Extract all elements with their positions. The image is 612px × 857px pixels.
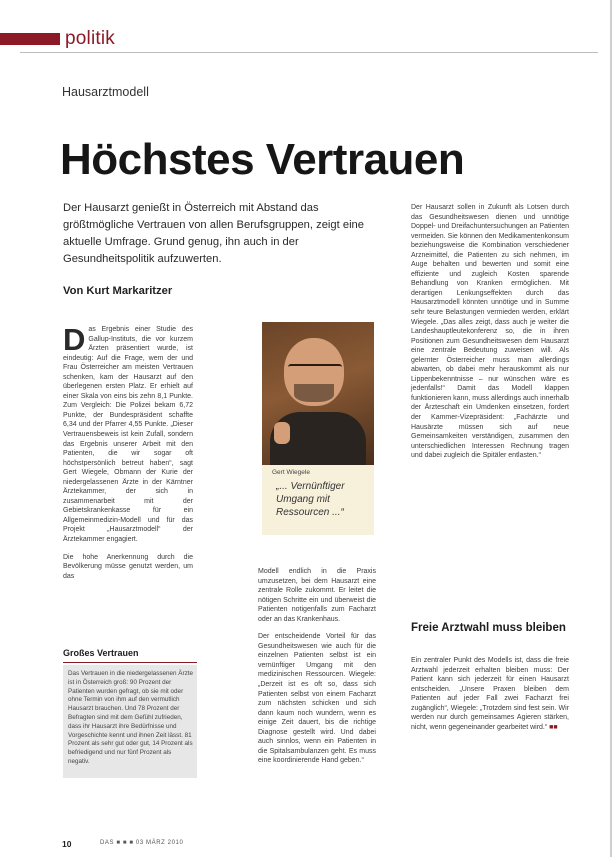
drop-cap: D <box>63 322 86 357</box>
body-paragraph: Der entscheidende Vorteil für das Gesundheitswesen wie auch für die einzelnen Patienten selbst ist ein vernünftiger Umgang mit den medizinischen Ressourcen. Wiegele: „Derzeit ist es oft so, dass sich Patienten selbst von einem Facharzt zum nächsten schicken und sich dann kaum noch wundern, wenn es einige Zeit dauert, bis die richtige Diagnose gestellt wird. Und dabei auch sinnlos, wenn ein Patienten in die Spitalsambulanzen geht. Es muss eine koordinierende Hand geben.“ <box>258 633 376 765</box>
body-paragraph <box>63 322 193 545</box>
section-label: politik <box>65 28 115 49</box>
photo-figure-hand <box>274 422 290 444</box>
body-paragraph: Der Hausarzt sollen in Zukunft als Lotsen durch das Gesundheitswesen dienen und unnötige Doppel- und Dreifachuntersuchungen an Patienten vermeiden. Sie können den Medikamentenkonsum beziehungsweise die Kombination verschiedener Arzneimittel, die Patienten zu sich nehmen, im Auge behalten und bewerten und somit eine effiziente und zugleich Kosten sparende Behandlung von Kranken ermöglichen. Mit derartigen Lenkungseffekten durch das Hausarztmodell könnten unnötige und in Summe sehr teure Belastungen vermieden werden, erklärt Wiegele. „Das alles zeigt, dass auch je weiter die Landeshauptleutekonferenz so, die in ihren Positionen zum Gesundheitswesen dem Hausarzt eine zentrale Bedeutung zuweisen will. Als gelernter Österreicher muss man allerdings abwarten, ob dabei mehr herauskommt als nur Lippenbekenntnisse – nur wünschen wäre es jedenfalls!“ Damit das Modell klappen funktionieren kann, muss allerdings auch innerhalb der Ärzteschaft ein Umdenken einsetzen, fordert der Kammer-Vizepräsident: „Fachärzte und Hausärzte müssen sich auf neue Gemeinsamkeiten verständigen, zusammen den unterschiedlichen Interessen Rechnung tragen und dabei zugleich die Spitäler entlasten.“ <box>411 204 569 460</box>
article-subheading: Freie Arztwahl muss bleiben <box>411 622 566 634</box>
portrait-photo <box>262 322 374 465</box>
magazine-footer: DAS ■ ■ ■ 03 MÄRZ 2010 <box>100 840 184 846</box>
body-paragraph <box>411 656 569 732</box>
end-mark: ■■ <box>549 723 558 731</box>
photo-pull-quote: „... Vernünftiger Umgang mit Ressourcen ...“ <box>276 481 345 518</box>
photo-caption-name: Gert Wiegele <box>272 469 310 476</box>
paragraph-text: Ein zentraler Punkt des Modells ist, dass die freie Arztwahl jederzeit erhalten bleiben muss: Der Patient kann sich jederzeit für einen Hausarzt entscheiden. „Unsere Praxen bleiben dem Patienten auf jeder Fall zwei Facharzt frei zugänglich“, Wiegele: „Trotzdem sind fest sein. Wir werden nur durch gemeinsames Agieren stärken, nicht, wenn gegeneinander gearbeitet wird.“ <box>411 657 569 731</box>
paragraph-text: as Ergebnis einer Studie des Gallup-Instituts, die vor kurzem Ärzten präsentiert wurde, ist eindeutig: Auf die Frage, wem der und Frau Österreicher am meisten Vertrauen schenken, kam der Hausarzt auf den überlegenen ersten Platz. Er erhielt auf einer Skala von eins bis zehn 8,1 Punkte. Zum Vergleich: Die Polizei bekam 6,72 Punkte, der Bundespräsident schaffte 6,34 und der Pfarrer 4,55 Punkte. „Dieser Vertrauensbeweis ist kein Zufall, sondern das Ergebnis unserer Arbeit mit den Patienten, die wir sogar oft höchstpersönlich betreut haben“, sagt Gert Wiegele, Obmann der Kurie der niedergelassenen Ärzte in der Kärntner Ärztekammer, der sich in zusammenarbeit mit der Gebietskrankenkasse für ein Allgemeinmedizin-Modell und für das Projekt „Hausarztmodell“ der Ärztekammer engagiert. <box>63 326 193 544</box>
article-kicker: Hausarztmodell <box>62 85 149 99</box>
infobox-title: Großes Vertrauen <box>63 648 139 658</box>
text-column-right-continued <box>411 656 569 740</box>
photo-caption-box <box>262 465 374 535</box>
body-paragraph: Die hohe Anerkennung durch die Bevölkerung müsse genutzt werden, um das <box>63 553 193 580</box>
text-column-middle <box>258 567 376 774</box>
infobox <box>63 665 197 778</box>
section-color-bar <box>0 33 60 45</box>
article-headline: Höchstes Vertrauen <box>60 135 465 184</box>
text-column-right <box>411 203 569 469</box>
header-divider <box>20 52 598 53</box>
article-lead: Der Hausarzt genießt in Österreich mit Abstand das größtmögliche Vertrauen von allen Berufsgruppen, zeigt eine aktuelle Umfrage. Grund genug, ihn auch in der Gesundheitspolitik aufzuwerten. <box>63 202 365 265</box>
infobox-text: Das Vertrauen in die niedergelassenen Ärzte ist in Österreich groß: 90 Prozent der Patienten wurden gefragt, ob sie mit oder ohne Termin von ihm auf den vermutlich Hausarzt brauchen. Und 78 Prozent der Befragten sind mit dem Gefühl zufrieden, dass ihr Hausarzt ihre Bedürfnisse und Vorgeschichte kennt und ihnen Zeit lässt. 81 Prozent als sehr gut oder gut, 14 Prozent als befriedigend und nur fünf Prozent als negativ. <box>68 670 193 765</box>
article-byline: Von Kurt Markaritzer <box>63 285 173 297</box>
body-paragraph: Modell endlich in die Praxis umzusetzen, bei dem Hausarzt eine zentrale Rolle zukommt. Er leitet die nötigen Schritte ein und überweist die Patienten notigenfalls zum Facharzt oder an das Krankenhaus. <box>258 568 376 623</box>
photo-figure-glasses <box>288 364 342 374</box>
text-column-left <box>63 322 193 589</box>
infobox-rule <box>63 662 197 663</box>
photo-figure-beard <box>294 384 334 402</box>
page-number: 10 <box>62 839 72 849</box>
